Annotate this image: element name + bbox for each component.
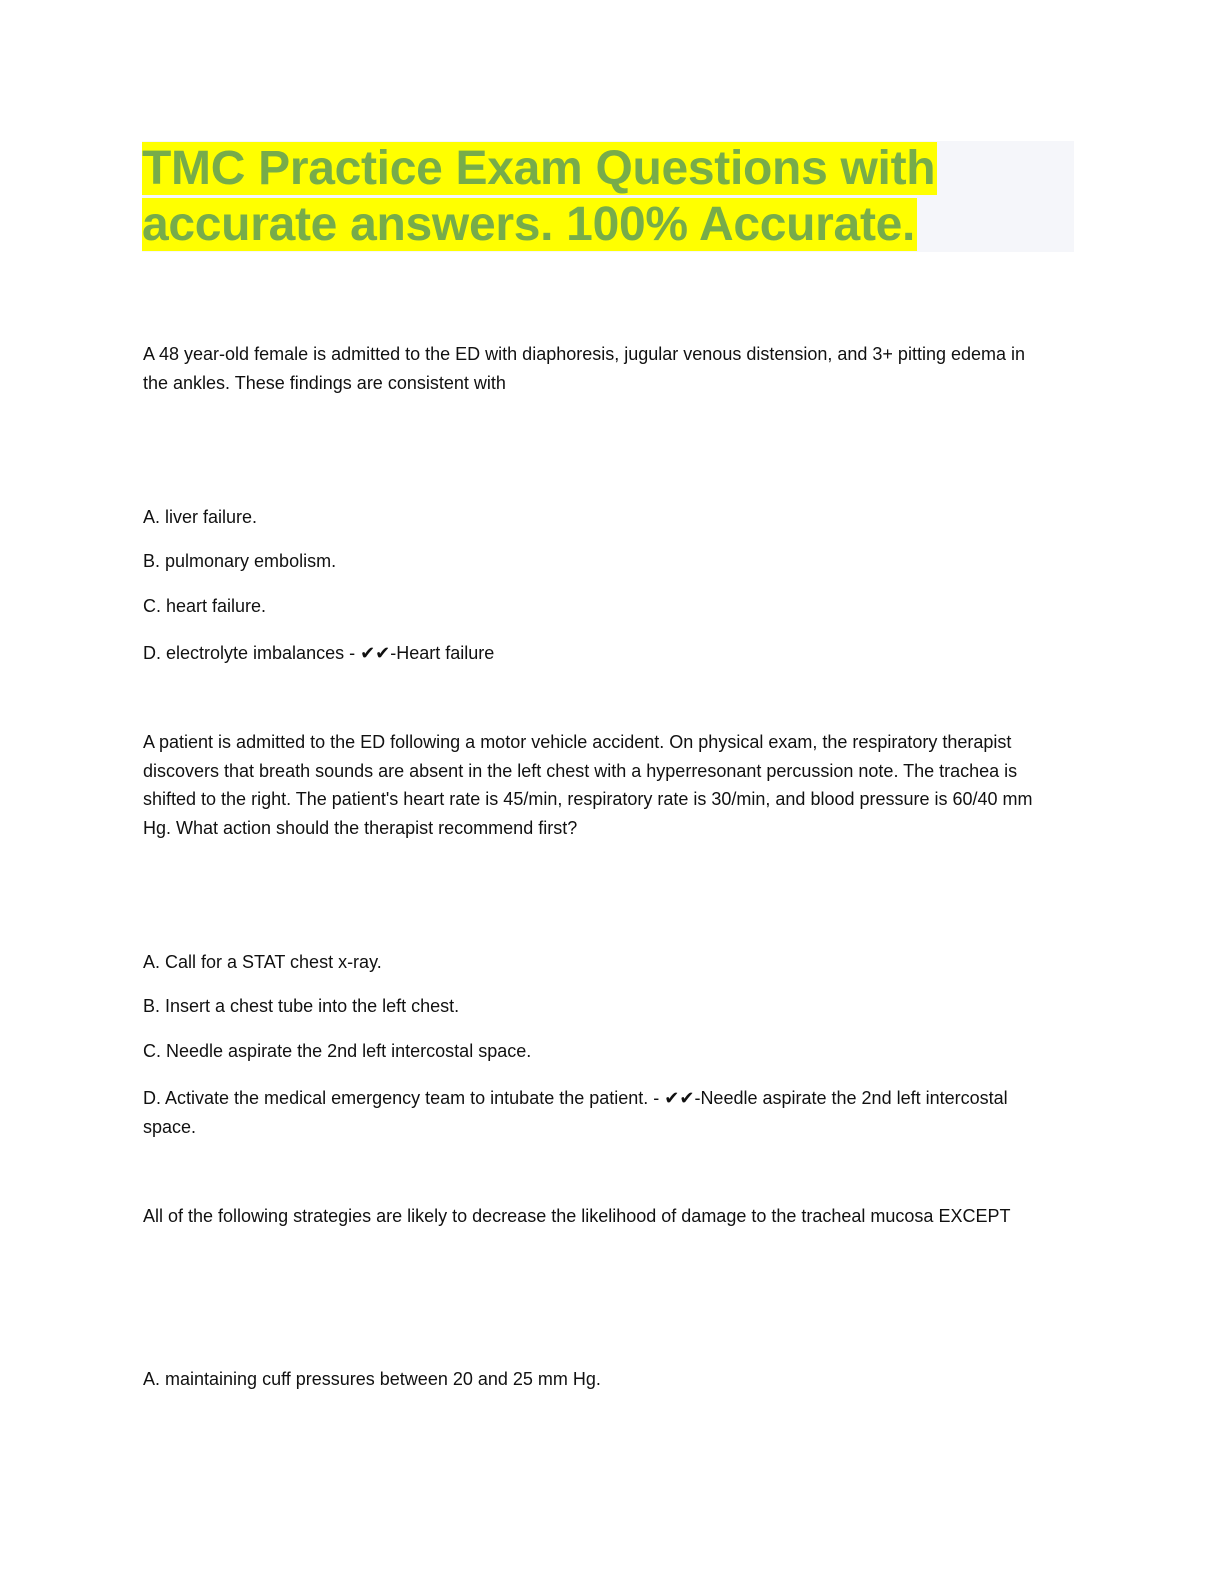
question-1-option-d: D. electrolyte imbalances - ✔✔-Heart failure (143, 643, 495, 663)
question-2-stem: A patient is admitted to the ED following a motor vehicle accident. On physical exam, the respiratory therapist discovers that breath sounds are absent in the left chest with a hyperresonant percussion note. The trachea is shifted to the right. The patient's heart rate is 45/min, respiratory rate is 30/min, and blood pressure is 60/40 mm Hg. What action should the therapist recommend first? (143, 732, 1033, 838)
question-1-option-c: C. heart failure. (143, 596, 267, 616)
document-title (142, 141, 937, 252)
question-2-option-b: B. Insert a chest tube into the left chest. (143, 996, 460, 1016)
question-1-stem: A 48 year-old female is admitted to the ED with diaphoresis, jugular venous distension, and 3+ pitting edema in the ankles. These findings are consistent with (143, 344, 1026, 393)
title-line-2: accurate answers. 100% Accurate. (142, 197, 916, 251)
title-line-1: TMC Practice Exam Questions with (142, 142, 936, 195)
question-1-option-a: A. liver failure. (143, 507, 258, 527)
question-2-option-a: A. Call for a STAT chest x-ray. (143, 952, 382, 972)
question-1-option-b: B. pulmonary embolism. (143, 551, 337, 571)
question-2-option-d: D. Activate the medical emergency team to intubate the patient. - ✔✔-Needle aspirate the 2nd left intercostal space. (143, 1088, 1008, 1137)
question-2-option-c: C. Needle aspirate the 2nd left intercostal space. (143, 1041, 532, 1061)
question-3-option-a: A. maintaining cuff pressures between 20 and 25 mm Hg. (143, 1369, 601, 1389)
question-3-stem: All of the following strategies are likely to decrease the likelihood of damage to the tracheal mucosa EXCEPT (143, 1206, 1011, 1226)
